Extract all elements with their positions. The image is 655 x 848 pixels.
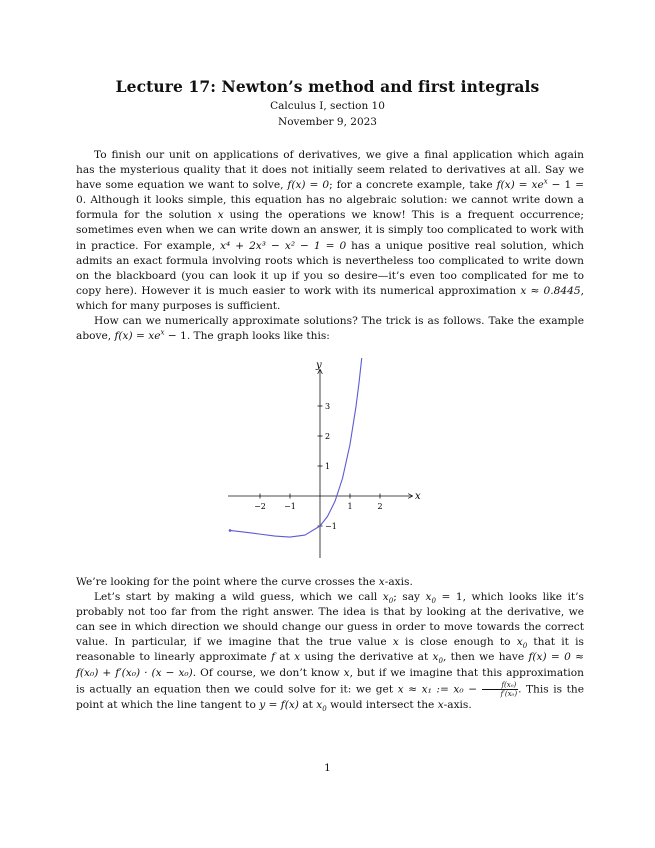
y-tick-label: 3 <box>325 402 331 411</box>
lecture-title: Lecture 17: Newton’s method and first integrals <box>115 77 540 96</box>
curve-endpoint <box>229 529 232 532</box>
paragraph-approximate: How can we numerically approximate solutions? The trick is as follows. Take the example above, $f(x) = xe^x - 1$. The graph looks like this: <box>76 315 584 343</box>
y-tick-label: 1 <box>325 462 331 471</box>
y-tick-label: −1 <box>325 522 337 531</box>
newton-fraction: $\frac{\text{f(x₀)}}{\text{f′(x₀)}}$ <box>482 681 518 698</box>
x-tick-label: −1 <box>284 502 296 511</box>
y-tick-label: 2 <box>325 432 331 441</box>
paragraph-intro: To finish our unit on applications of derivatives, we give a final application which again has the mysterious quality that it does not initially seem related to derivatives at all. Say we have some equation we want to solve, f(x) = 0; for a concrete example, take $f(x) = xe^x - 1 = 0$. Although it looks simple, this equation has no algebraic solution: we cannot write down a formula for the solution x using the operations we know! This is a frequent occurrence; sometimes even when we can write down an answer, it is simply too complicated to work with in practice. For example, x⁴ + 2x³ − x² − 1 = 0 has a unique positive real solution, which admits an exact formula involving roots which is nevertheless too complicated to write down on the blackboard (you can look it up if you so desire—it’s even too complicated for me to copy here). However it is much easier to work with its numerical approximation x ≈ 0.8445, which for many purposes is sufficient. <box>76 149 584 312</box>
x-axis-label: x <box>415 491 421 502</box>
body-text-bottom <box>76 575 584 713</box>
paragraph-newton: Let’s start by making a wild guess, which we call $x_0$; say $x_0 = 1$, which looks like it’s probably not too far from the right answer. The idea is that by looking at the derivative, we can see in which direction we should change our guess in order to move towards the correct value. In particular, if we imagine that the true value x is close enough to $x_0$ that it is reasonable to linearly approximate f at x using the derivative at $x_0$, then we have f(x) = 0 ≈ f(x₀) + f′(x₀) · (x − x₀). Of course, we don’t know x, but if we imagine that this approximation is actually an equation then we could solve for it: we get x ≈ x₁ := x₀ − $\frac{\text{f(x₀)}}{\text{f′(x₀)}}$ . This is the point at which the line tangent to y = f(x) at $x_0$ would intersect the x-axis. <box>76 591 585 713</box>
paragraph-crossing: We’re looking for the point where the curve crosses the x-axis. <box>76 576 413 588</box>
function-graph <box>220 358 430 568</box>
course-name: Calculus I, section 10 <box>270 100 385 112</box>
x-tick-label: −2 <box>254 502 266 511</box>
lecture-date: November 9, 2023 <box>278 116 377 128</box>
x-tick-label: 1 <box>347 502 353 511</box>
y-axis-label: y <box>316 360 322 371</box>
page-number: 1 <box>324 762 331 774</box>
curve-xex-minus-1 <box>230 358 362 537</box>
x-tick-label: 2 <box>377 502 383 511</box>
body-text-top <box>76 148 584 344</box>
